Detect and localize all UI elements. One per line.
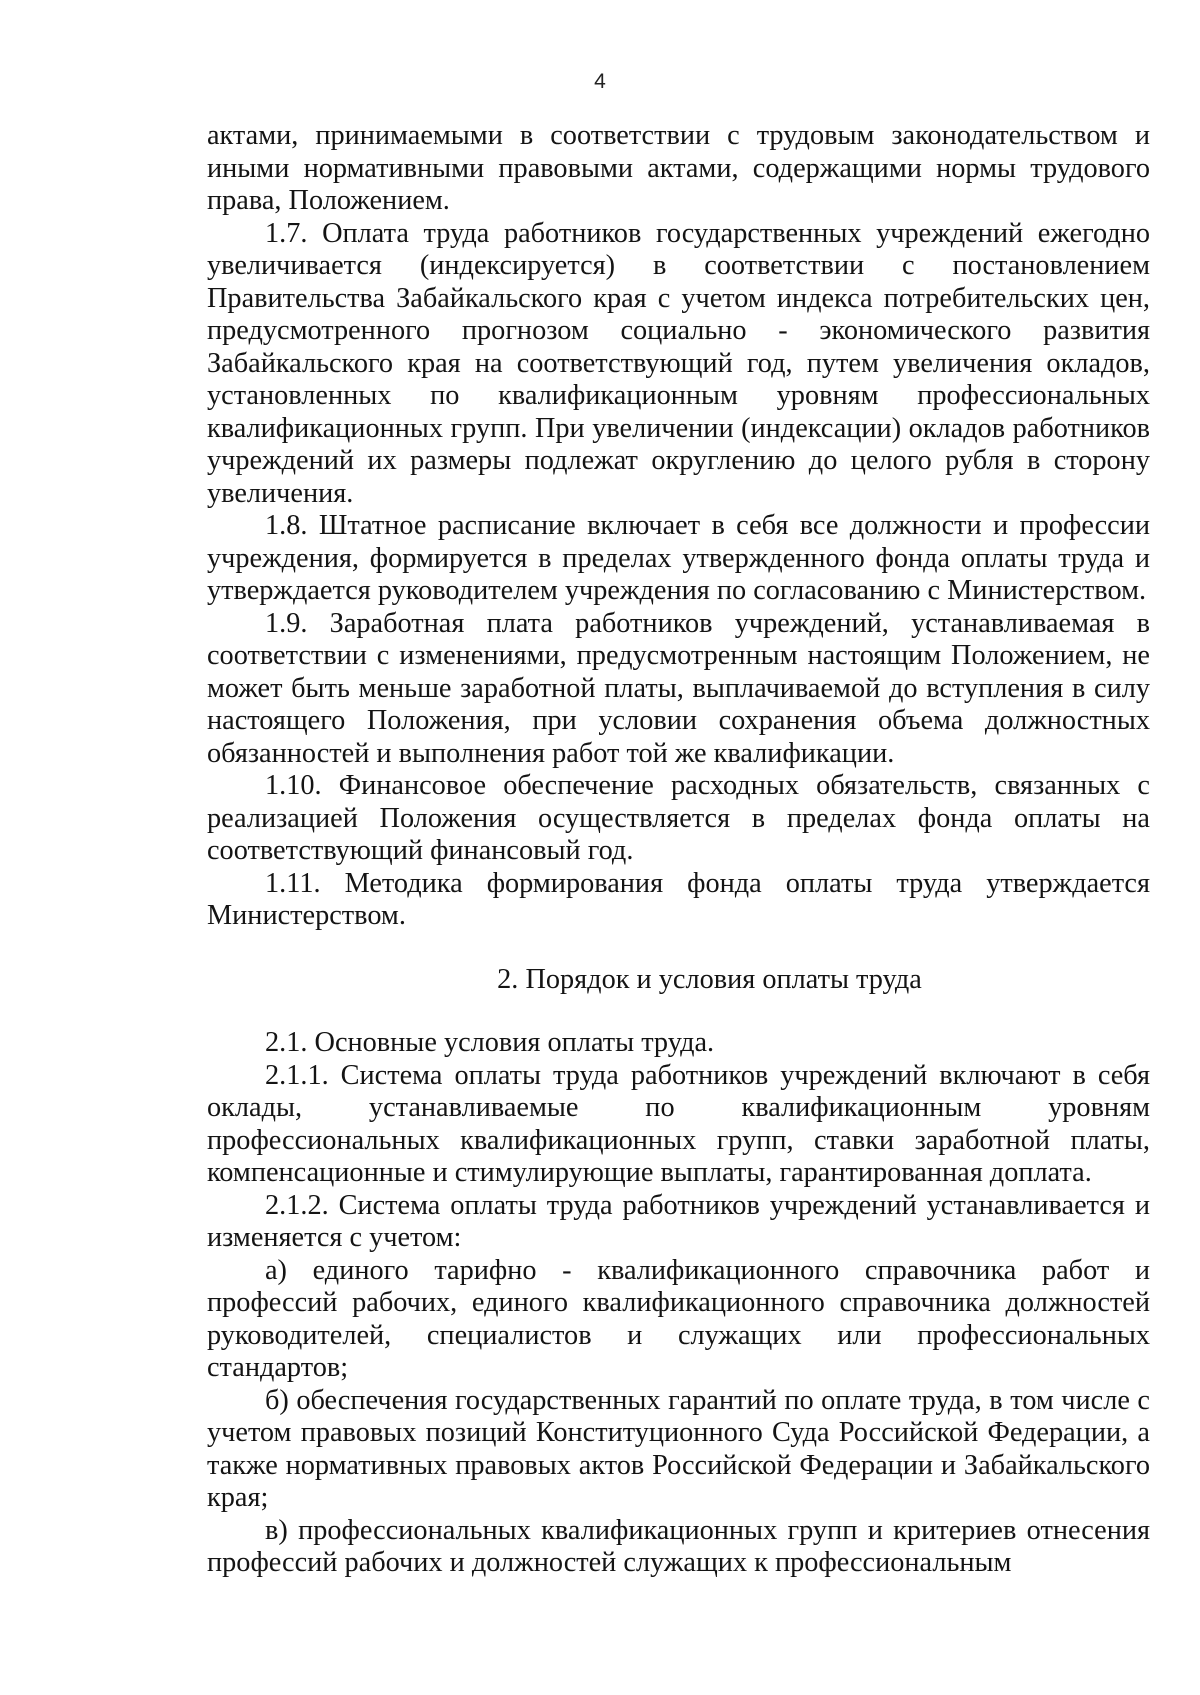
paragraph-2-1-2: 2.1.2. Система оплаты труда работников учреждений устанавливается и изменяется с учетом:: [207, 1189, 1150, 1253]
paragraph-2-1-1: 2.1.1. Система оплаты труда работников учреждений включают в себя оклады, устанавливаемые по квалификационным уровням профессиональных квалификационных групп, ставки заработной платы, компенсационные и стимулирующие выплаты, гарантированная доплата.: [207, 1059, 1150, 1188]
list-item-b: б) обеспечения государственных гарантий по оплате труда, в том числе с учетом правовых позиций Конституционного Суда Российской Федерации, а также нормативных правовых актов Российской Федерации и Забайкальского края;: [207, 1384, 1150, 1513]
page-number: 4: [594, 70, 606, 93]
paragraph-1-8: 1.8. Штатное расписание включает в себя все должности и профессии учреждения, формируется в пределах утвержденного фонда оплаты труда и утверждается руководителем учреждения по согласованию с Министерством.: [207, 510, 1150, 606]
list-item-a: а) единого тарифно - квалификационного справочника работ и профессий рабочих, единого квалификационного справочника должностей руководителей, специалистов и служащих или профессиональных стандартов;: [207, 1254, 1150, 1383]
paragraph-2-1: 2.1. Основные условия оплаты труда.: [265, 1027, 715, 1058]
paragraph-1-10: 1.10. Финансовое обеспечение расходных обязательств, связанных с реализацией Положения осуществляется в пределах фонда оплаты на соответствующий финансовый год.: [207, 770, 1150, 866]
paragraph-1-7: 1.7. Оплата труда работников государственных учреждений ежегодно увеличивается (индексируется) в соответствии с постановлением Правительства Забайкальского края с учетом индекса потребительских цен, предусмотренного прогнозом социально - экономического развития Забайкальского края на соответствующий год, путем увеличения окладов, установленных по квалификационным уровням профессиональных квалификационных групп. При увеличении (индексации) окладов работников учреждений их размеры подлежат округлению до целого рубля в сторону увеличения.: [207, 217, 1150, 509]
list-item-v: в) профессиональных квалификационных групп и критериев отнесения профессий рабочих и должностей служащих к профессиональным: [207, 1514, 1150, 1578]
section-heading: 2. Порядок и условия оплаты труда: [497, 963, 922, 995]
paragraph-continuation: актами, принимаемыми в соответствии с трудовым законодательством и иными нормативными правовыми актами, содержащими нормы трудового права, Положением.: [207, 120, 1150, 216]
paragraph-1-11: 1.11. Методика формирования фонда оплаты труда утверждается Министерством.: [207, 867, 1150, 931]
document-body: [207, 120, 1150, 1580]
paragraph-1-9: 1.9. Заработная плата работников учреждений, устанавливаемая в соответствии с изменениями, предусмотренным настоящим Положением, не может быть меньше заработной платы, выплачиваемой до вступления в силу настоящего Положения, при условии сохранения объема должностных обязанностей и выполнения работ той же квалификации.: [207, 607, 1150, 769]
